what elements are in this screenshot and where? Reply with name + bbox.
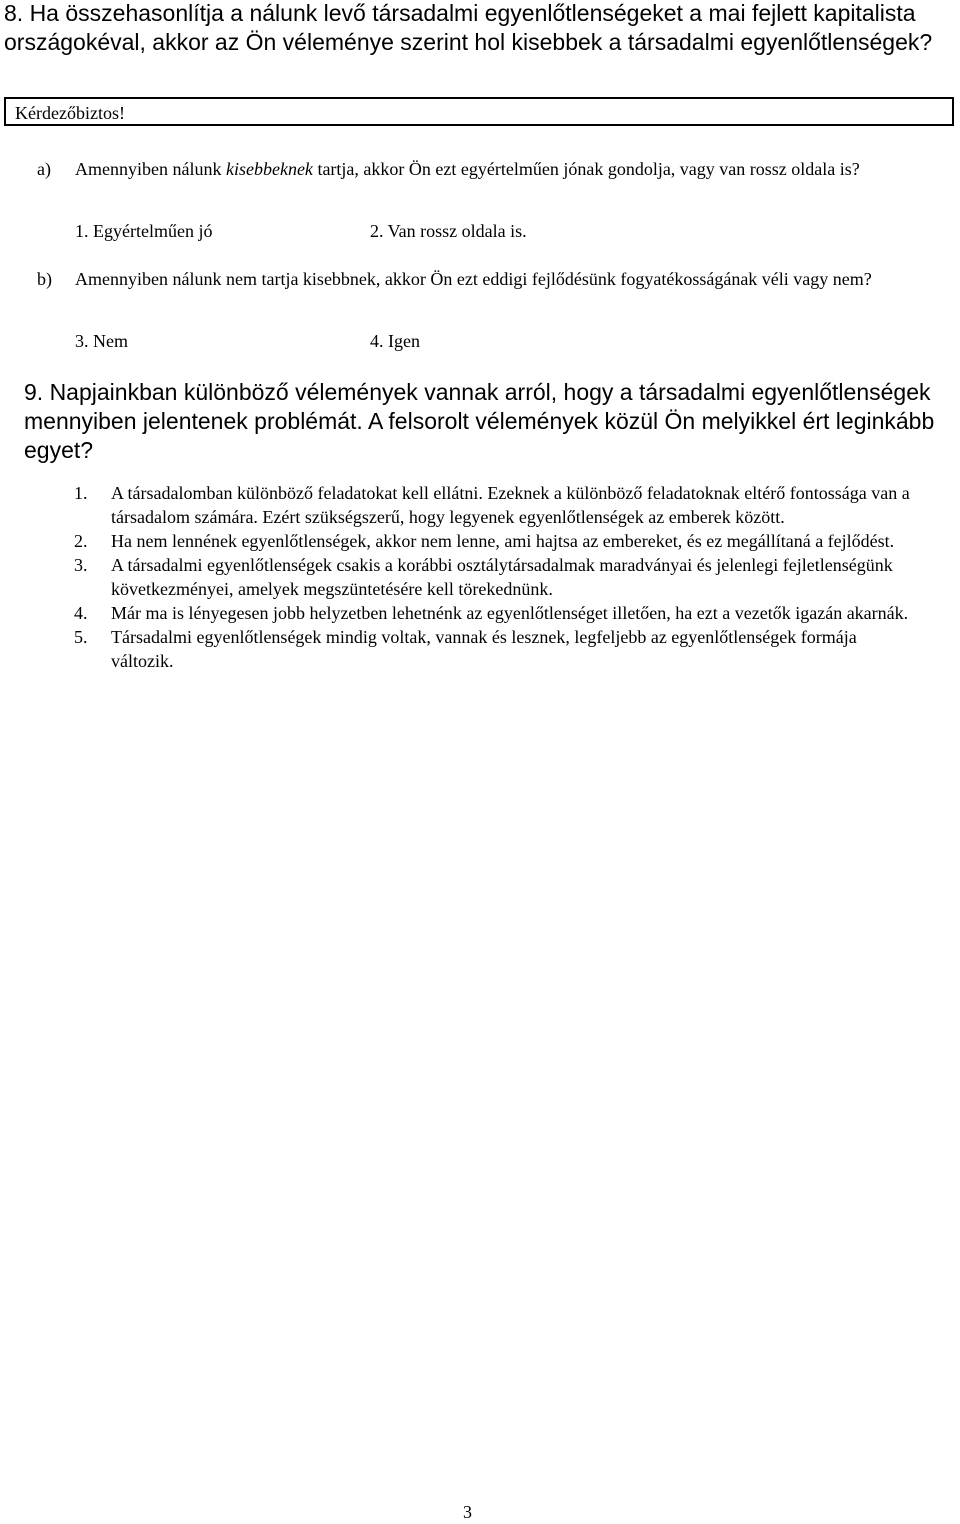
sub-question-b-letter: b) (37, 269, 52, 289)
answer-option-4[interactable]: 4. Igen (370, 331, 420, 351)
question-9-title: 9. Napjainkban különböző vélemények vannak arról, hogy a társadalmi egyenlőtlenségek mennyiben jelentenek problémát. A felsorolt vélemények közül Ön melyikkel ért leginkább egyet? (24, 379, 935, 463)
sub-question-a-letter: a) (37, 159, 51, 179)
list-item-text: A társadalomban különböző feladatokat kell ellátni. Ezeknek a különböző feladatoknak eltérő fontossága van a társadalom számára. Ezért szükségszerű, hogy legyenek egyenlőtlenségek az emberek között. (111, 483, 910, 527)
list-item-number: 3. (74, 555, 88, 575)
answer-option-2[interactable]: 2. Van rossz oldala is. (370, 221, 527, 241)
list-item[interactable] (74, 553, 934, 601)
list-item[interactable] (74, 625, 934, 673)
question-9-options-list (74, 481, 934, 673)
sub-question-a-text-end: tartja, akkor Ön ezt egyértelműen jónak gondolja, vagy van rossz oldala is? (312, 159, 860, 179)
list-item[interactable] (74, 481, 934, 529)
sub-question-b-text: Amennyiben nálunk nem tartja kisebbnek, akkor Ön ezt eddigi fejlődésünk fogyatékosságának véli vagy nem? (75, 269, 872, 289)
list-item-number: 4. (74, 603, 88, 623)
list-item[interactable] (74, 529, 934, 553)
sub-question-a-text-start: Amennyiben nálunk (75, 159, 226, 179)
list-item[interactable] (74, 601, 934, 625)
list-item-number: 2. (74, 531, 88, 551)
answer-option-3[interactable]: 3. Nem (75, 331, 128, 351)
interviewer-instruction-box (4, 97, 954, 126)
question-8-title: 8. Ha összehasonlítja a nálunk levő társadalmi egyenlőtlenségeket a mai fejlett kapitalista országokéval, akkor az Ön véleménye szerint hol kisebbek a társadalmi egyenlőtlenségek? (4, 0, 933, 55)
sub-question-a-text (75, 157, 915, 181)
interviewer-instruction-label: Kérdezőbiztos! (15, 103, 125, 123)
list-item-text: Már ma is lényegesen jobb helyzetben lehetnénk az egyenlőtlenséget illetően, ha ezt a vezetők igazán akarnák. (111, 603, 909, 623)
list-item-text: Ha nem lennének egyenlőtlenségek, akkor nem lenne, ami hajtsa az embereket, és ez megállítaná a fejlődést. (111, 531, 895, 551)
list-item-text: A társadalmi egyenlőtlenségek csakis a korábbi osztálytársadalmak maradványai és jelenlegi fejletlenségünk következményei, amelyek megszüntetésére kell törekednünk. (111, 555, 893, 599)
list-item-number: 1. (74, 483, 88, 503)
list-item-number: 5. (74, 627, 88, 647)
list-item-text: Társadalmi egyenlőtlenségek mindig voltak, vannak és lesznek, legfeljebb az egyenlőtlenségek formája változik. (111, 627, 857, 671)
sub-question-a-emphasis: kisebbeknek (225, 159, 313, 179)
answer-option-1[interactable]: 1. Egyértelműen jó (75, 221, 213, 241)
page-number: 3 (463, 1502, 472, 1522)
